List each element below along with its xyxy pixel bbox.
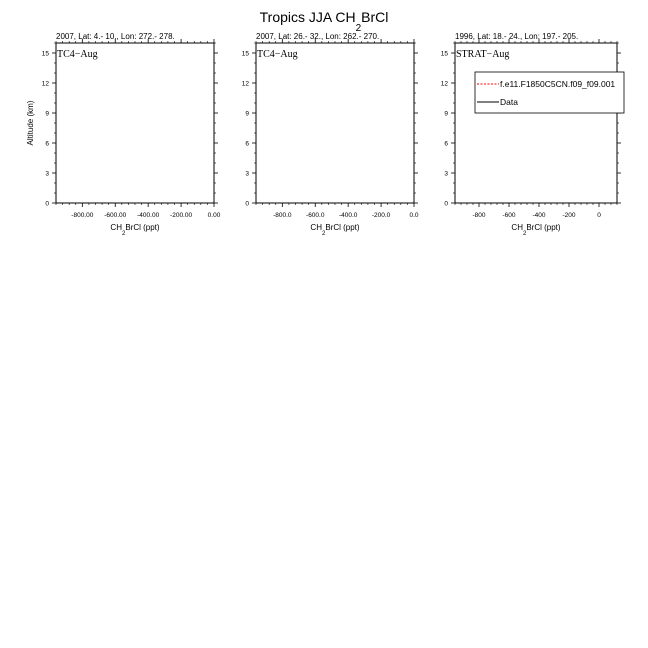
- panel-2-x-tick-label: -800.0: [273, 212, 292, 219]
- figure-title-tail: BrCl: [361, 9, 389, 25]
- panel-1-x-tick-label: -600.00: [104, 212, 127, 219]
- panel-3-x-tick-label: -600: [502, 212, 516, 219]
- panel-2-y-tick-label: 3: [245, 170, 249, 178]
- panel-2: [242, 32, 419, 237]
- panel-1-x-axis-label: [110, 223, 159, 237]
- panel-2-x-tick-label: -400.0: [338, 212, 358, 219]
- panel-2-y-tick-label: 9: [245, 110, 249, 118]
- panel-2-title: 2007, Lat: 26.- 32., Lon: 262.- 270.: [256, 32, 380, 41]
- panel-1-campaign-label: TC4−Aug: [57, 49, 98, 60]
- panel-1-x-axis-label-sub: 2: [121, 231, 126, 237]
- panel-1: [26, 32, 221, 237]
- panel-3-x-tick-label: -800: [472, 212, 486, 219]
- panel-3-campaign-label: STRAT−Aug: [456, 49, 510, 60]
- panel-3-x-axis-label-post: BrCl (ppt): [526, 223, 561, 232]
- panel-3-x-axis-label-sub: 2: [522, 231, 527, 237]
- panel-3-x-axis-label: [511, 223, 560, 237]
- panel-3-y-tick-label: 12: [440, 80, 448, 88]
- panel-2-frame: [256, 43, 414, 203]
- panel-2-x-axis-label-pre: CH: [310, 223, 322, 232]
- panel-3: [441, 32, 624, 237]
- panel-1-y-tick-label: 12: [41, 80, 49, 88]
- panel-2-y-tick-label: 12: [241, 80, 249, 88]
- panel-3-y-tick-label: 15: [440, 50, 448, 58]
- panel-2-y-tick-label: 0: [245, 200, 249, 208]
- panel-1-x-tick-label: -800.00: [71, 212, 94, 219]
- panel-2-x-axis-label: [310, 223, 359, 237]
- panel-2-x-axis-label-post: BrCl (ppt): [325, 223, 360, 232]
- panel-1-title: 2007, Lat: 4.- 10., Lon: 272.- 278.: [56, 32, 175, 41]
- panel-3-title: 1996, Lat: 18.- 24., Lon: 197.- 205.: [455, 32, 579, 41]
- panel-1-x-tick-label: 0.00: [207, 212, 221, 219]
- panel-1-x-axis-label-post: BrCl (ppt): [125, 223, 160, 232]
- panel-1-y-tick-label: 3: [45, 170, 49, 178]
- panel-3-x-tick-label: 0: [597, 212, 601, 219]
- panel-1-x-tick-label: -400.00: [137, 212, 160, 219]
- figure-title-main: Tropics JJA CH: [259, 9, 356, 25]
- panel-3-y-tick-label: 9: [444, 110, 448, 118]
- panel-2-campaign-label: TC4−Aug: [257, 49, 298, 60]
- chart-panels: [26, 32, 624, 237]
- panel-3-x-tick-label: -200: [562, 212, 576, 219]
- panel-3-x-axis-label-pre: CH: [511, 223, 523, 232]
- panel-2-y-tick-label: 15: [241, 50, 249, 58]
- panel-2-x-axis-label-sub: 2: [321, 231, 326, 237]
- panel-2-x-tick-label: -600.0: [306, 212, 325, 219]
- panel-3-legend-entry-label: Data: [500, 97, 518, 107]
- panel-3-y-tick-label: 6: [444, 140, 448, 148]
- panel-1-y-axis-label: Altitude (km): [26, 100, 35, 146]
- panel-3-legend-entry-label: f.e11.F1850C5CN.f09_f09.001: [500, 79, 616, 89]
- figure-title: [260, 9, 389, 34]
- panel-1-frame: [56, 43, 214, 203]
- panel-1-y-tick-label: 9: [45, 110, 49, 118]
- panel-1-y-tick-label: 15: [41, 50, 49, 58]
- panel-1-x-axis-label-pre: CH: [110, 223, 122, 232]
- panel-3-y-tick-label: 3: [444, 170, 448, 178]
- panel-2-x-tick-label: 0.0: [409, 212, 419, 219]
- panel-2-y-tick-label: 6: [245, 140, 249, 148]
- panel-3-frame: [455, 43, 617, 203]
- panel-3-y-tick-label: 0: [444, 200, 448, 208]
- panel-1-y-tick-label: 0: [45, 200, 49, 208]
- panel-3-x-tick-label: -400: [532, 212, 546, 219]
- panel-1-x-tick-label: -200.00: [170, 212, 193, 219]
- panel-1-y-tick-label: 6: [45, 140, 49, 148]
- panel-2-x-tick-label: -200.0: [371, 212, 391, 219]
- figure-title-subscript: 2: [355, 22, 362, 34]
